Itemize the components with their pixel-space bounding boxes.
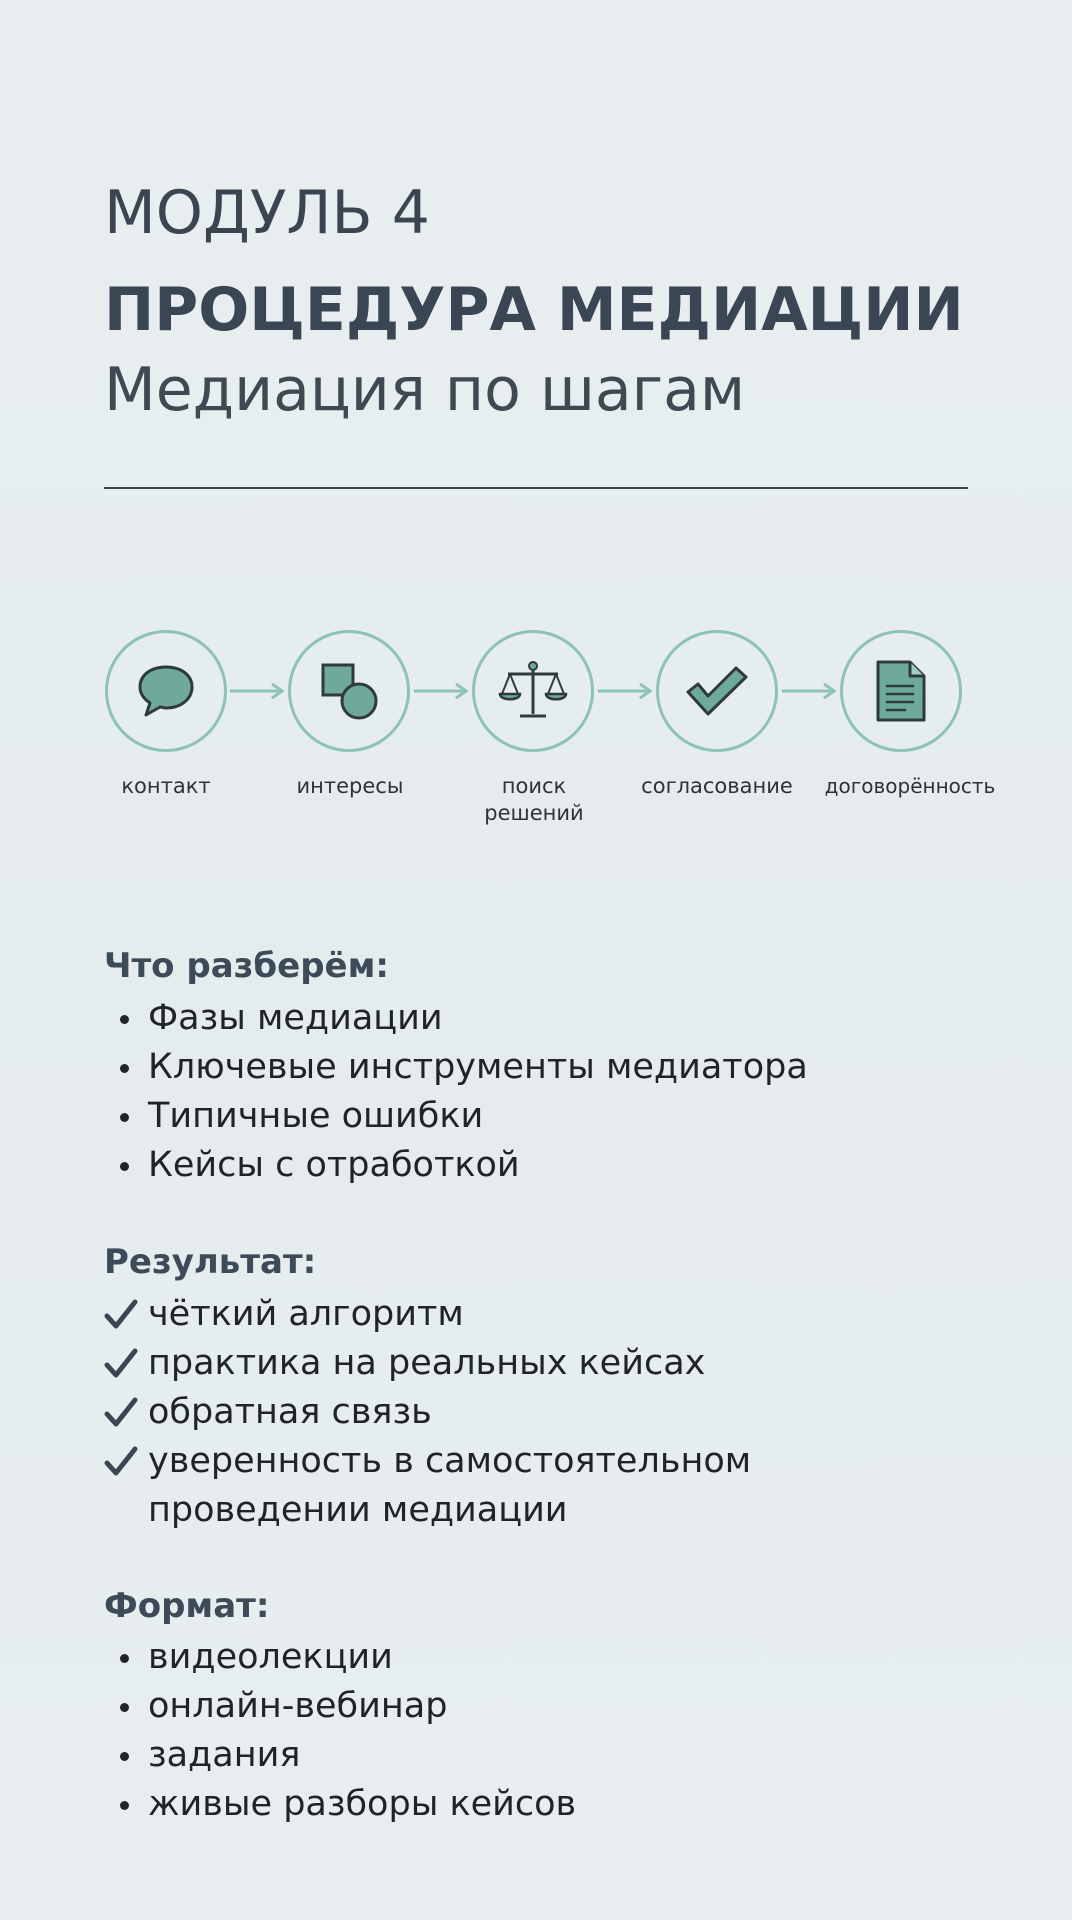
checkmark-icon [684, 664, 750, 718]
list-item: онлайн-вебинар [104, 1682, 576, 1731]
page-subtitle: Медиация по шагам [104, 355, 746, 425]
list-item [104, 1437, 751, 1486]
step-label-solutions: поиск решений [484, 774, 584, 825]
list-item [104, 1290, 751, 1339]
topics-list [104, 994, 808, 1190]
list-item: Ключевые инструменты медиатора [104, 1043, 808, 1092]
checkmark-icon [104, 1298, 138, 1332]
topics-title: Что разберём: [104, 946, 389, 986]
step-contact [105, 630, 227, 752]
scales-icon [498, 660, 568, 722]
list-item-text: уверенность в самостоятельном [148, 1441, 752, 1481]
list-item [104, 1388, 751, 1437]
list-item-text: чёткий алгоритм [148, 1294, 464, 1334]
arrow-right-icon [598, 683, 654, 699]
format-title: Формат: [104, 1586, 270, 1626]
list-item-text: обратная связь [148, 1392, 432, 1432]
arrow-right-icon [230, 683, 286, 699]
step-label-interests: интересы [296, 774, 404, 798]
arrow-right-icon [414, 683, 470, 699]
shapes-icon [317, 659, 381, 723]
step-interests [288, 630, 410, 752]
list-item: Кейсы с отработкой [104, 1141, 808, 1190]
list-item: Фазы медиации [104, 994, 808, 1043]
page-title: ПРОЦЕДУРА МЕДИАЦИИ [104, 275, 964, 345]
step-label-agreement: согласование [641, 774, 793, 798]
step-label-contact: контакт [121, 774, 211, 798]
step-agreement [656, 630, 778, 752]
module-label: МОДУЛЬ 4 [104, 178, 430, 248]
document-icon [874, 658, 928, 724]
speech-bubble-icon [136, 663, 196, 719]
arrow-right-icon [782, 683, 838, 699]
checkmark-icon [104, 1445, 138, 1479]
result-title: Результат: [104, 1242, 317, 1282]
format-list [104, 1633, 576, 1829]
list-item-text: практика на реальных кейсах [148, 1343, 706, 1383]
list-item [104, 1339, 751, 1388]
list-item: живые разборы кейсов [104, 1780, 576, 1829]
checkmark-icon [104, 1396, 138, 1430]
list-item: Типичные ошибки [104, 1092, 808, 1141]
step-label-contract: договорённость [824, 774, 996, 798]
divider [104, 487, 968, 489]
step-contract [840, 630, 962, 752]
result-list [104, 1290, 751, 1535]
list-item-text: проведении медиации [148, 1490, 568, 1530]
list-item-continuation [104, 1486, 751, 1535]
list-item: задания [104, 1731, 576, 1780]
step-solutions [472, 630, 594, 752]
checkmark-icon [104, 1347, 138, 1381]
list-item: видеолекции [104, 1633, 576, 1682]
